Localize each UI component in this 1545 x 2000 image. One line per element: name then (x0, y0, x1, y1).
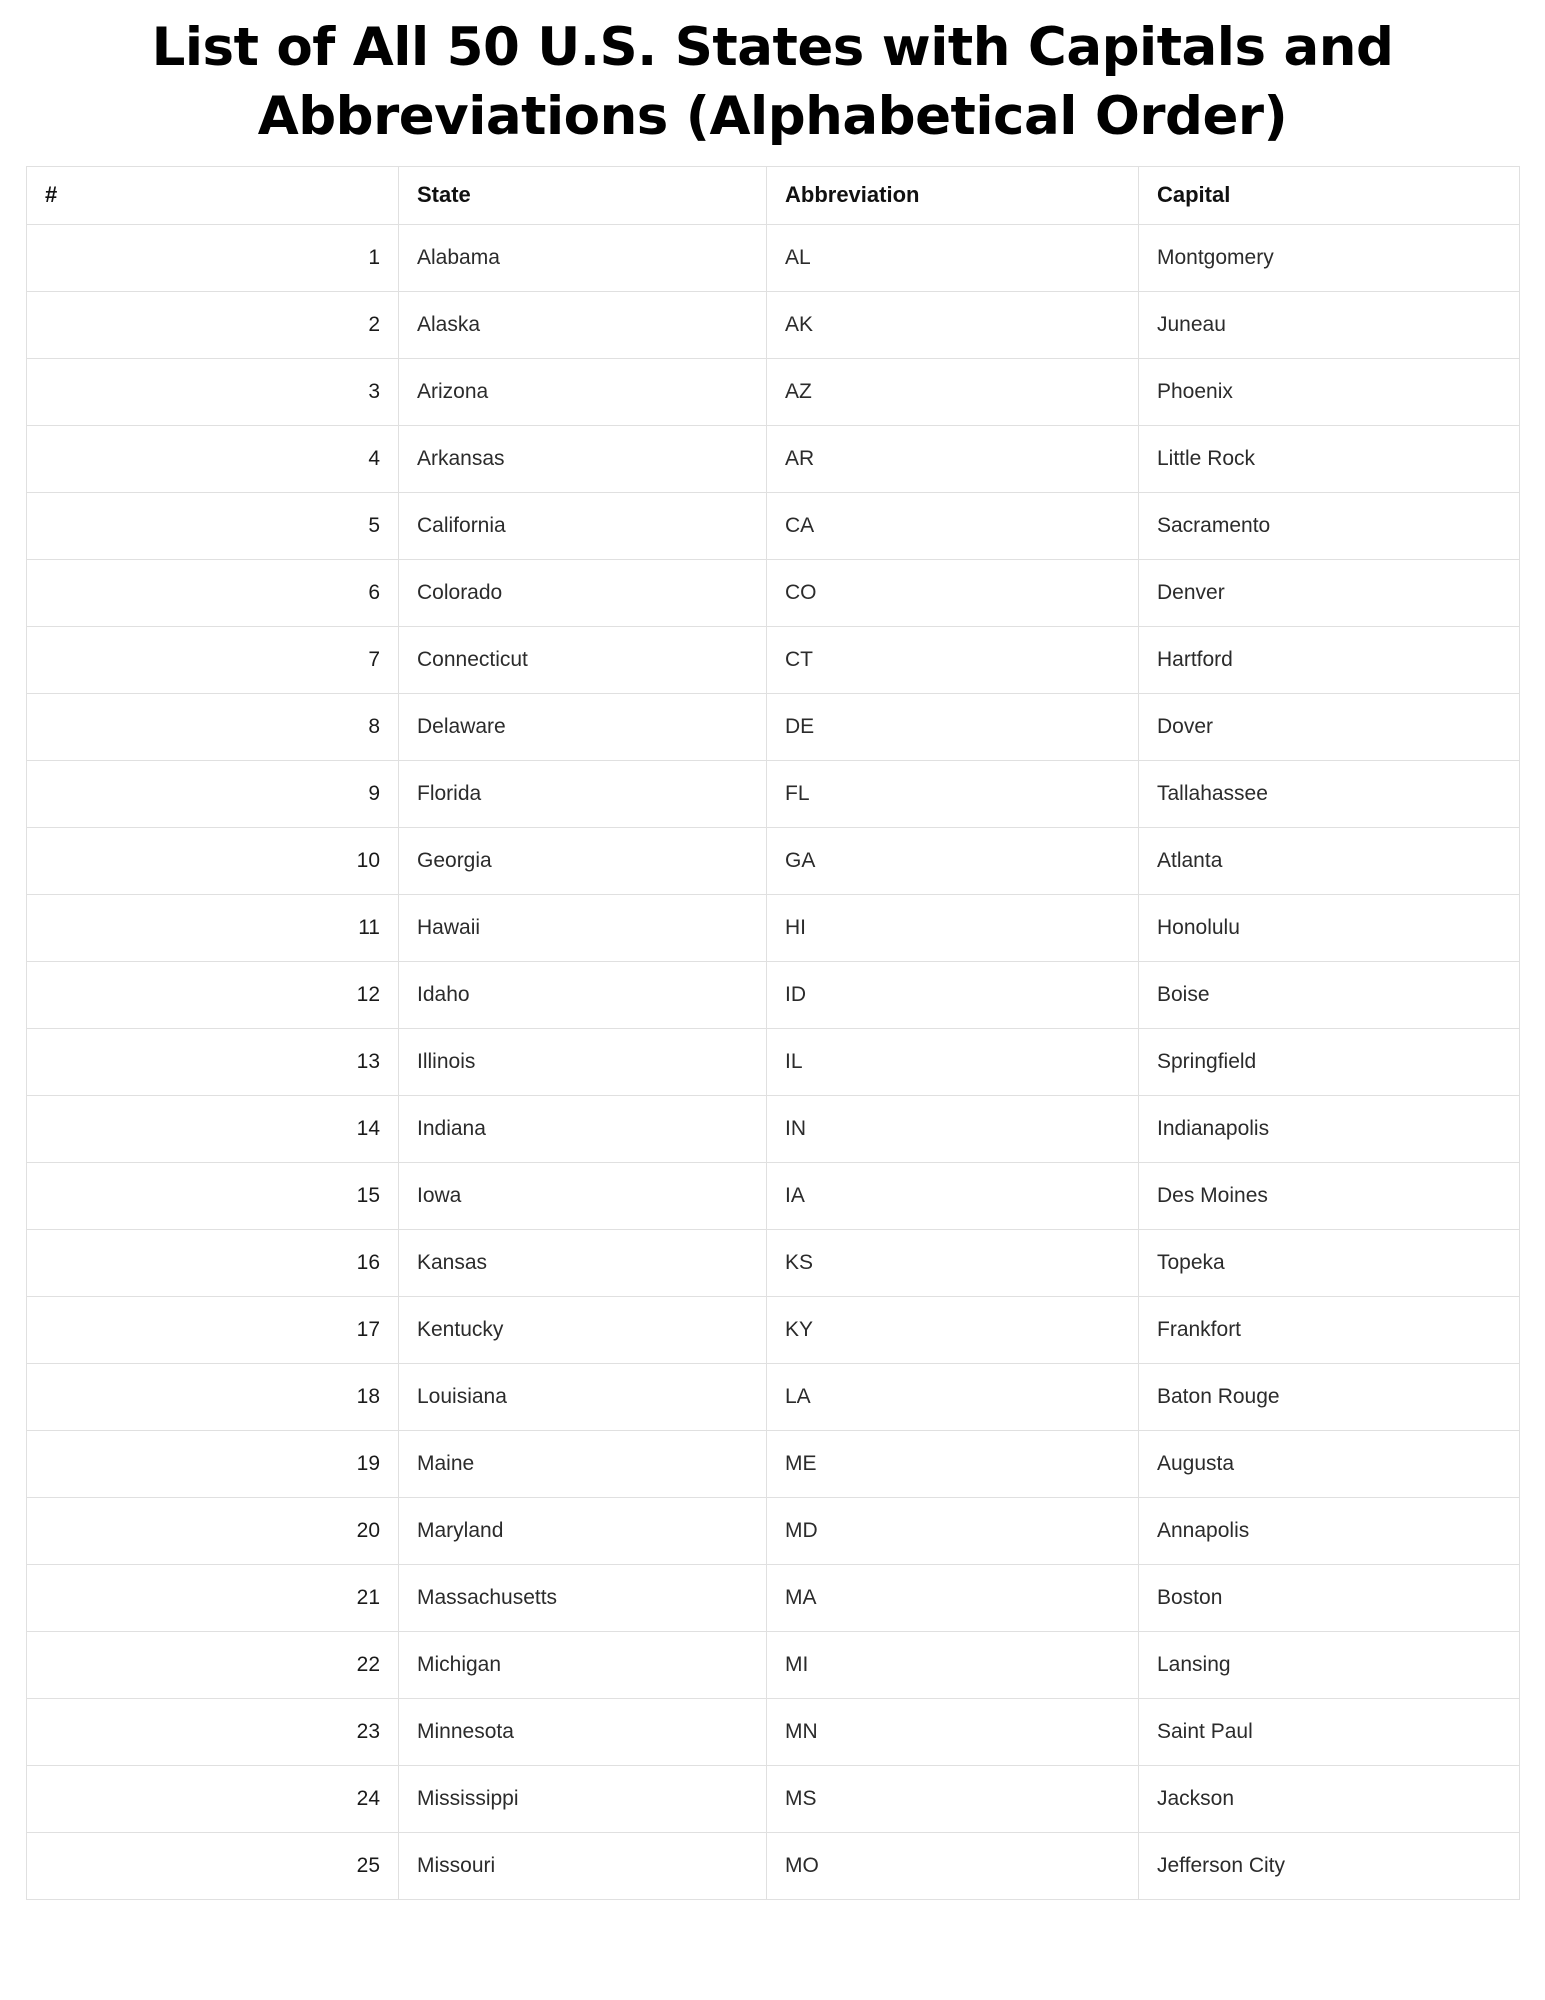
table-row (27, 1296, 1520, 1363)
cell-capital: Dover (1139, 693, 1520, 760)
cell-number: 2 (27, 291, 399, 358)
table-row (27, 1832, 1520, 1899)
cell-state: Minnesota (399, 1698, 767, 1765)
cell-state: Louisiana (399, 1363, 767, 1430)
cell-capital: Lansing (1139, 1631, 1520, 1698)
cell-state: Colorado (399, 559, 767, 626)
cell-state: Kentucky (399, 1296, 767, 1363)
cell-number: 9 (27, 760, 399, 827)
table-row (27, 1430, 1520, 1497)
cell-state: Arizona (399, 358, 767, 425)
cell-abbreviation: IL (767, 1028, 1139, 1095)
cell-state: Kansas (399, 1229, 767, 1296)
table-row (27, 693, 1520, 760)
cell-capital: Saint Paul (1139, 1698, 1520, 1765)
cell-abbreviation: AL (767, 224, 1139, 291)
cell-number: 10 (27, 827, 399, 894)
cell-abbreviation: CA (767, 492, 1139, 559)
cell-state: Illinois (399, 1028, 767, 1095)
cell-abbreviation: IN (767, 1095, 1139, 1162)
cell-abbreviation: MA (767, 1564, 1139, 1631)
cell-capital: Phoenix (1139, 358, 1520, 425)
cell-number: 16 (27, 1229, 399, 1296)
table-row (27, 1564, 1520, 1631)
cell-state: Maine (399, 1430, 767, 1497)
cell-state: California (399, 492, 767, 559)
cell-capital: Indianapolis (1139, 1095, 1520, 1162)
table-header (27, 166, 1520, 224)
table-row (27, 760, 1520, 827)
cell-abbreviation: DE (767, 693, 1139, 760)
cell-abbreviation: MS (767, 1765, 1139, 1832)
cell-number: 15 (27, 1162, 399, 1229)
cell-abbreviation: GA (767, 827, 1139, 894)
cell-capital: Springfield (1139, 1028, 1520, 1095)
cell-capital: Denver (1139, 559, 1520, 626)
cell-state: Delaware (399, 693, 767, 760)
table-row (27, 1497, 1520, 1564)
cell-number: 8 (27, 693, 399, 760)
cell-capital: Des Moines (1139, 1162, 1520, 1229)
cell-capital: Annapolis (1139, 1497, 1520, 1564)
cell-state: Alabama (399, 224, 767, 291)
table-header-row (27, 166, 1520, 224)
cell-number: 12 (27, 961, 399, 1028)
cell-number: 22 (27, 1631, 399, 1698)
table-row (27, 827, 1520, 894)
table-row (27, 1698, 1520, 1765)
cell-number: 6 (27, 559, 399, 626)
cell-capital: Montgomery (1139, 224, 1520, 291)
cell-abbreviation: MI (767, 1631, 1139, 1698)
table-row (27, 1095, 1520, 1162)
cell-number: 1 (27, 224, 399, 291)
cell-abbreviation: CT (767, 626, 1139, 693)
cell-abbreviation: AR (767, 425, 1139, 492)
cell-abbreviation: HI (767, 894, 1139, 961)
page-title: List of All 50 U.S. States with Capitals and Abbreviations (Alphabetical Order) (151, 17, 1394, 147)
table-row (27, 425, 1520, 492)
column-header-abbreviation: Abbreviation (767, 166, 1139, 224)
table-row (27, 1765, 1520, 1832)
table-row (27, 1363, 1520, 1430)
cell-number: 23 (27, 1698, 399, 1765)
cell-number: 13 (27, 1028, 399, 1095)
cell-state: Massachusetts (399, 1564, 767, 1631)
cell-abbreviation: AZ (767, 358, 1139, 425)
cell-state: Missouri (399, 1832, 767, 1899)
cell-state: Hawaii (399, 894, 767, 961)
cell-capital: Little Rock (1139, 425, 1520, 492)
cell-number: 17 (27, 1296, 399, 1363)
cell-capital: Hartford (1139, 626, 1520, 693)
cell-number: 14 (27, 1095, 399, 1162)
cell-number: 11 (27, 894, 399, 961)
column-header-state: State (399, 166, 767, 224)
table-row (27, 1229, 1520, 1296)
cell-state: Georgia (399, 827, 767, 894)
table-row (27, 224, 1520, 291)
cell-abbreviation: MO (767, 1832, 1139, 1899)
cell-abbreviation: KS (767, 1229, 1139, 1296)
cell-capital: Jackson (1139, 1765, 1520, 1832)
cell-capital: Boise (1139, 961, 1520, 1028)
table-row (27, 626, 1520, 693)
cell-abbreviation: MD (767, 1497, 1139, 1564)
cell-capital: Topeka (1139, 1229, 1520, 1296)
cell-state: Mississippi (399, 1765, 767, 1832)
cell-capital: Jefferson City (1139, 1832, 1520, 1899)
cell-capital: Baton Rouge (1139, 1363, 1520, 1430)
cell-abbreviation: ID (767, 961, 1139, 1028)
cell-abbreviation: IA (767, 1162, 1139, 1229)
cell-abbreviation: AK (767, 291, 1139, 358)
cell-capital: Boston (1139, 1564, 1520, 1631)
column-header-number: # (27, 166, 399, 224)
cell-capital: Tallahassee (1139, 760, 1520, 827)
cell-state: Florida (399, 760, 767, 827)
cell-state: Idaho (399, 961, 767, 1028)
table-row (27, 559, 1520, 626)
cell-number: 19 (27, 1430, 399, 1497)
cell-number: 18 (27, 1363, 399, 1430)
table-row (27, 1162, 1520, 1229)
states-table (26, 166, 1520, 1900)
cell-capital: Honolulu (1139, 894, 1520, 961)
table-row (27, 1631, 1520, 1698)
cell-state: Indiana (399, 1095, 767, 1162)
cell-abbreviation: ME (767, 1430, 1139, 1497)
cell-state: Michigan (399, 1631, 767, 1698)
table-row (27, 492, 1520, 559)
cell-state: Maryland (399, 1497, 767, 1564)
cell-number: 4 (27, 425, 399, 492)
table-row (27, 291, 1520, 358)
table-row (27, 1028, 1520, 1095)
cell-abbreviation: CO (767, 559, 1139, 626)
cell-abbreviation: FL (767, 760, 1139, 827)
table-row (27, 961, 1520, 1028)
cell-abbreviation: KY (767, 1296, 1139, 1363)
cell-number: 5 (27, 492, 399, 559)
cell-number: 20 (27, 1497, 399, 1564)
table-row (27, 894, 1520, 961)
cell-number: 21 (27, 1564, 399, 1631)
cell-abbreviation: LA (767, 1363, 1139, 1430)
cell-capital: Atlanta (1139, 827, 1520, 894)
cell-capital: Juneau (1139, 291, 1520, 358)
table-row (27, 358, 1520, 425)
cell-state: Arkansas (399, 425, 767, 492)
cell-state: Iowa (399, 1162, 767, 1229)
column-header-capital: Capital (1139, 166, 1520, 224)
cell-state: Alaska (399, 291, 767, 358)
cell-number: 3 (27, 358, 399, 425)
cell-state: Connecticut (399, 626, 767, 693)
cell-capital: Sacramento (1139, 492, 1520, 559)
cell-capital: Augusta (1139, 1430, 1520, 1497)
cell-capital: Frankfort (1139, 1296, 1520, 1363)
cell-number: 24 (27, 1765, 399, 1832)
table-body (27, 224, 1520, 1899)
cell-abbreviation: MN (767, 1698, 1139, 1765)
cell-number: 7 (27, 626, 399, 693)
cell-number: 25 (27, 1832, 399, 1899)
